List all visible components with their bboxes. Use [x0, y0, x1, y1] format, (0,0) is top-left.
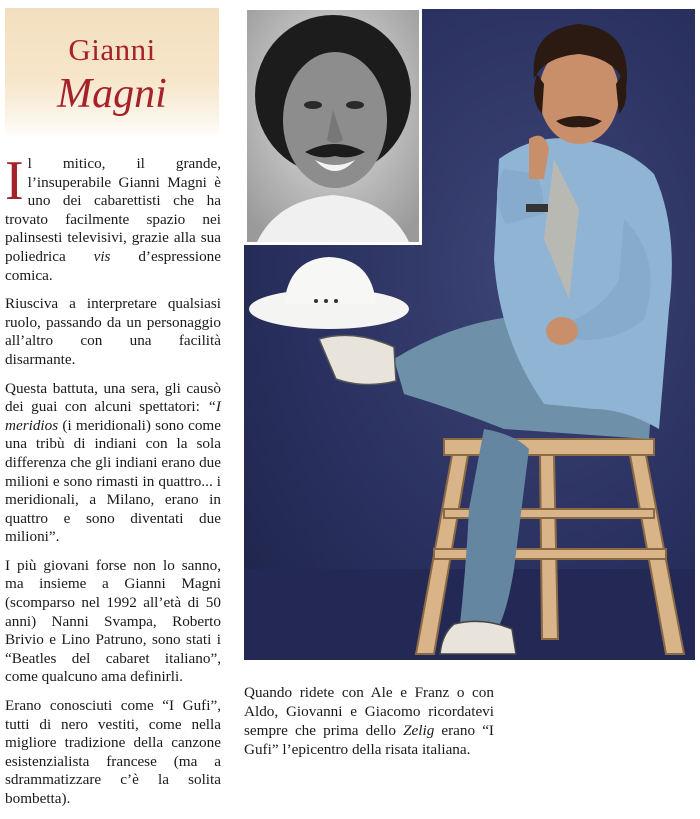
paragraph-1: Il mitico, il grande, l’insuperabile Gianni Magni è uno dei cabarettisti che ha trovato facilmente spazio nei palinsesti televisivi, grazie alla sua poliedrica vis d’espressione comica.	[5, 150, 221, 284]
photo-caption: Quando ridete con Ale e Franz o con Aldo, Giovanni e Giacomo ricordatevi sempre che prima dello Zelig erano “I Gufi” l’epicentro della risata italiana.	[244, 684, 494, 758]
title-box	[5, 8, 219, 138]
article-body	[5, 150, 221, 819]
paragraph-3: Questa battuta, una sera, gli causò dei guai con alcuni spettatori: “I meridios (i meridionali) sono come una tribù di indiani con la sola differenza che gli indiani erano due milioni e sono rimasti in quattro... i meridionali, a Milano, erano in quattro e sono diventati due milioni”.	[5, 379, 221, 546]
paragraph-4: I più giovani forse non lo sanno, ma insieme a Gianni Magni (scomparso nel 1992 all’età di 50 anni) Nanni Svampa, Roberto Brivio e Lino Patruno, sono stati i “Beatles del cabaret italiano”, come qualcuno ama definirli.	[5, 556, 221, 686]
portrait-illustration	[247, 10, 419, 242]
title-first-name: Gianni	[68, 32, 156, 67]
paragraph-5: Erano conosciuti come “I Gufi”, tutti di nero vestiti, come nella migliore tradizione della canzone esistenzialista francese (ma a sdrammatizzare c’è la solita bombetta).	[5, 697, 221, 807]
title-last-name: Magni	[57, 71, 167, 117]
inset-photo	[244, 7, 422, 245]
drop-cap: I	[5, 150, 24, 212]
paragraph-2: Riusciva a interpretare qualsiasi ruolo, passando da un personaggio all’altro con una facilità disarmante.	[5, 295, 221, 368]
